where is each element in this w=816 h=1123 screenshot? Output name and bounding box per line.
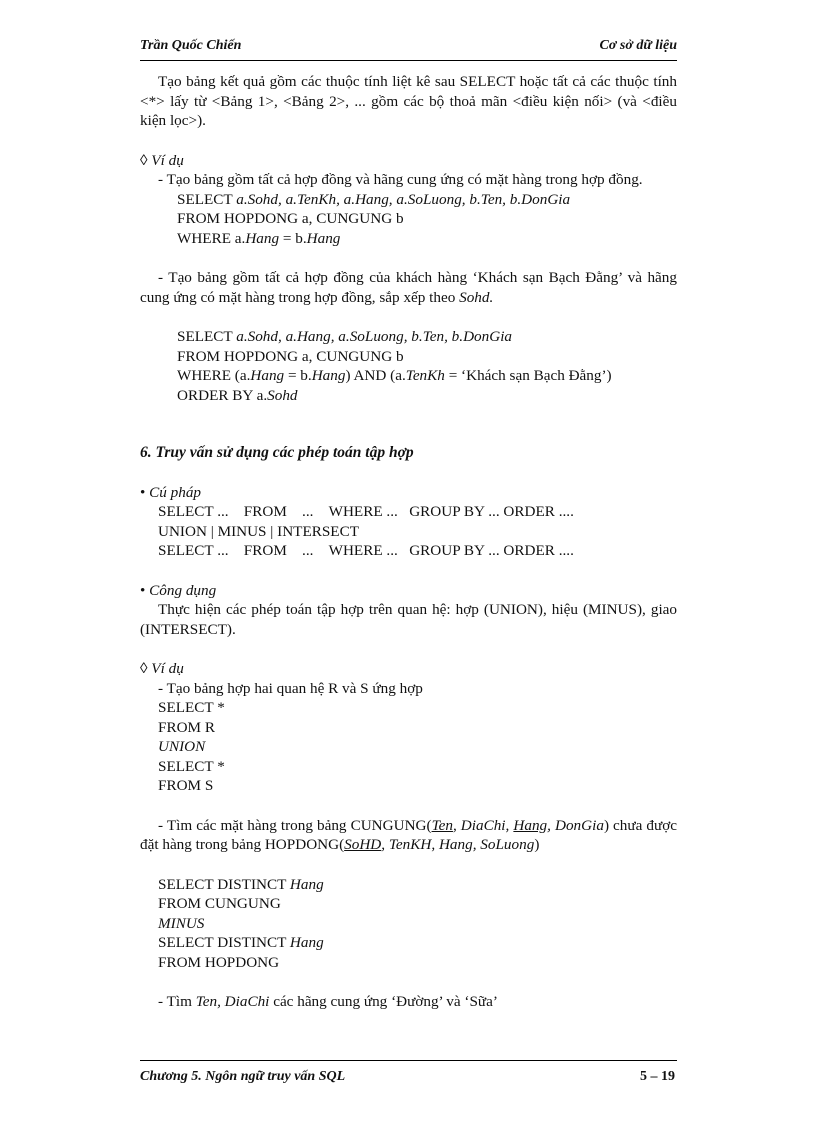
- header-author: Trần Quốc Chiến: [140, 38, 242, 53]
- query-line: FROM CUNGUNG: [158, 895, 281, 912]
- section-title: 6. Truy vấn sử dụng các phép toán tập hợp: [140, 444, 414, 461]
- page-content: [140, 72, 677, 1012]
- query-line: SELECT DISTINCT Hang: [158, 934, 324, 951]
- query-line: FROM HOPDONG a, CUNGUNG b: [177, 210, 404, 227]
- query-line: WHERE (a.Hang = b.Hang) AND (a.TenKh = ‘Khách sạn Bạch Đằng’): [177, 367, 612, 384]
- query-line: FROM R: [158, 718, 215, 736]
- bullet-icon: •: [140, 483, 150, 501]
- example-description: - Tạo bảng gồm tất cả hợp đồng và hãng cung ứng có mặt hàng trong hợp đồng.: [158, 171, 643, 188]
- usage-text: Thực hiện các phép toán tập hợp trên quan hệ: hợp (UNION), hiệu (MINUS), giao (INTERSECT).: [140, 601, 677, 638]
- bullet-icon: •: [140, 581, 150, 599]
- page-header: [140, 38, 677, 61]
- query-line: SELECT *: [158, 699, 225, 716]
- intro-paragraph: Tạo bảng kết quả gồm các thuộc tính liệt kê sau SELECT hoặc tất cả các thuộc tính <*> lấy từ <Bảng 1>, <Bảng 2>, ... gồm các bộ thoả mãn <điều kiện nối> (và <điều kiện lọc>).: [140, 73, 677, 129]
- example-description: - Tạo bảng gồm tất cả hợp đồng của khách hàng ‘Khách sạn Bạch Đằng’ và hãng cung ứng có mặt hàng trong hợp đồng, sắp xếp theo Sohd.: [140, 269, 677, 306]
- page-number: 5 – 19: [640, 1069, 675, 1084]
- query-line: WHERE a.Hang = b.Hang: [177, 229, 341, 247]
- query-line: FROM HOPDONG a, CUNGUNG b: [177, 347, 404, 365]
- example-description: - Tìm các mặt hàng trong bảng CUNGUNG(Ten, DiaChi, Hang, DonGia) chưa được đặt hàng trong bảng HOPDONG(SoHD, TenKH, Hang, SoLuong): [140, 816, 678, 853]
- example-description: - Tạo bảng hợp hai quan hệ R và S ứng hợp: [158, 679, 423, 697]
- syntax-line: UNION | MINUS | INTERSECT: [158, 522, 359, 540]
- syntax-line: SELECT ... FROM ... WHERE ... GROUP BY ... ORDER ....: [158, 542, 574, 559]
- query-line: SELECT a.Sohd, a.Hang, a.SoLuong, b.Ten, b.DonGia: [177, 328, 513, 345]
- query-line: MINUS: [158, 914, 205, 932]
- query-line: ORDER BY a.Sohd: [177, 386, 298, 404]
- usage-label: • Công dụng: [140, 581, 217, 599]
- example-label: ◊ Ví dụ: [140, 660, 184, 677]
- query-line: FROM HOPDONG: [158, 953, 280, 971]
- query-line: SELECT DISTINCT Hang: [158, 875, 324, 893]
- footer-chapter: Chương 5. Ngôn ngữ truy vấn SQL: [140, 1069, 346, 1084]
- query-line: SELECT a.Sohd, a.TenKh, a.Hang, a.SoLuong, b.Ten, b.DonGia: [177, 190, 571, 208]
- example-label: ◊ Ví dụ: [140, 151, 184, 169]
- query-line: SELECT *: [158, 757, 225, 775]
- header-subject: Cơ sở dữ liệu: [599, 38, 677, 53]
- syntax-line: SELECT ... FROM ... WHERE ... GROUP BY ... ORDER ....: [158, 503, 574, 520]
- syntax-label: • Cú pháp: [140, 483, 202, 501]
- example-description: - Tìm Ten, DiaChi các hãng cung ứng ‘Đường’ và ‘Sữa’: [158, 993, 498, 1010]
- query-line: FROM S: [158, 777, 214, 794]
- page-footer: [140, 1060, 677, 1083]
- query-line: UNION: [158, 738, 206, 755]
